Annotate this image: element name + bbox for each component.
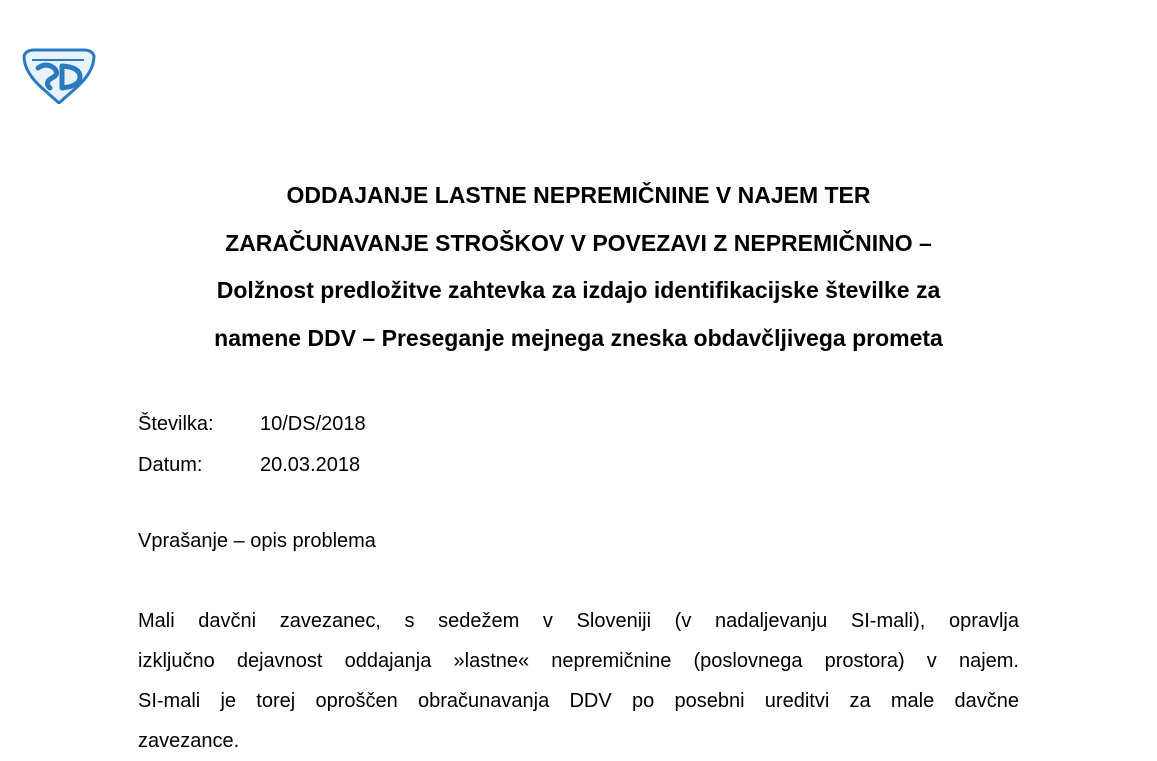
date-value: 20.03.2018 (260, 454, 361, 476)
document-meta (138, 404, 366, 486)
title-line: ODDAJANJE LASTNE NEPREMIČNINE V NAJEM TER (286, 182, 871, 208)
title-line: ZARAČUNAVANJE STROŠKOV V POVEZAVI Z NEPREMIČNINO – (225, 229, 932, 256)
section-heading: Vprašanje – opis problema (138, 530, 376, 552)
number-row (138, 404, 366, 445)
document-title (138, 172, 1019, 362)
body-line: izključno dejavnost oddajanja »lastne« nepremičnine (poslovnega prostora) v najem. (138, 650, 1019, 672)
number-label: Številka: (138, 413, 214, 435)
body-paragraph (138, 601, 1019, 761)
sd-logo-icon (22, 48, 96, 104)
title-line: namene DDV – Preseganje mejnega zneska obdavčljivega prometa (214, 324, 943, 351)
body-line: zavezance. (138, 730, 240, 752)
date-row (138, 445, 366, 486)
body-line: SI-mali je torej oproščen obračunavanja DDV po posebni ureditvi za male davčne (138, 690, 1019, 712)
date-label: Datum: (138, 454, 203, 476)
number-value: 10/DS/2018 (260, 413, 366, 435)
title-line: Dolžnost predložitve zahtevka za izdajo identifikacijske številke za (216, 277, 941, 303)
body-line: Mali davčni zavezanec, s sedežem v Sloveniji (v nadaljevanju SI-mali), opravlja (138, 610, 1019, 632)
